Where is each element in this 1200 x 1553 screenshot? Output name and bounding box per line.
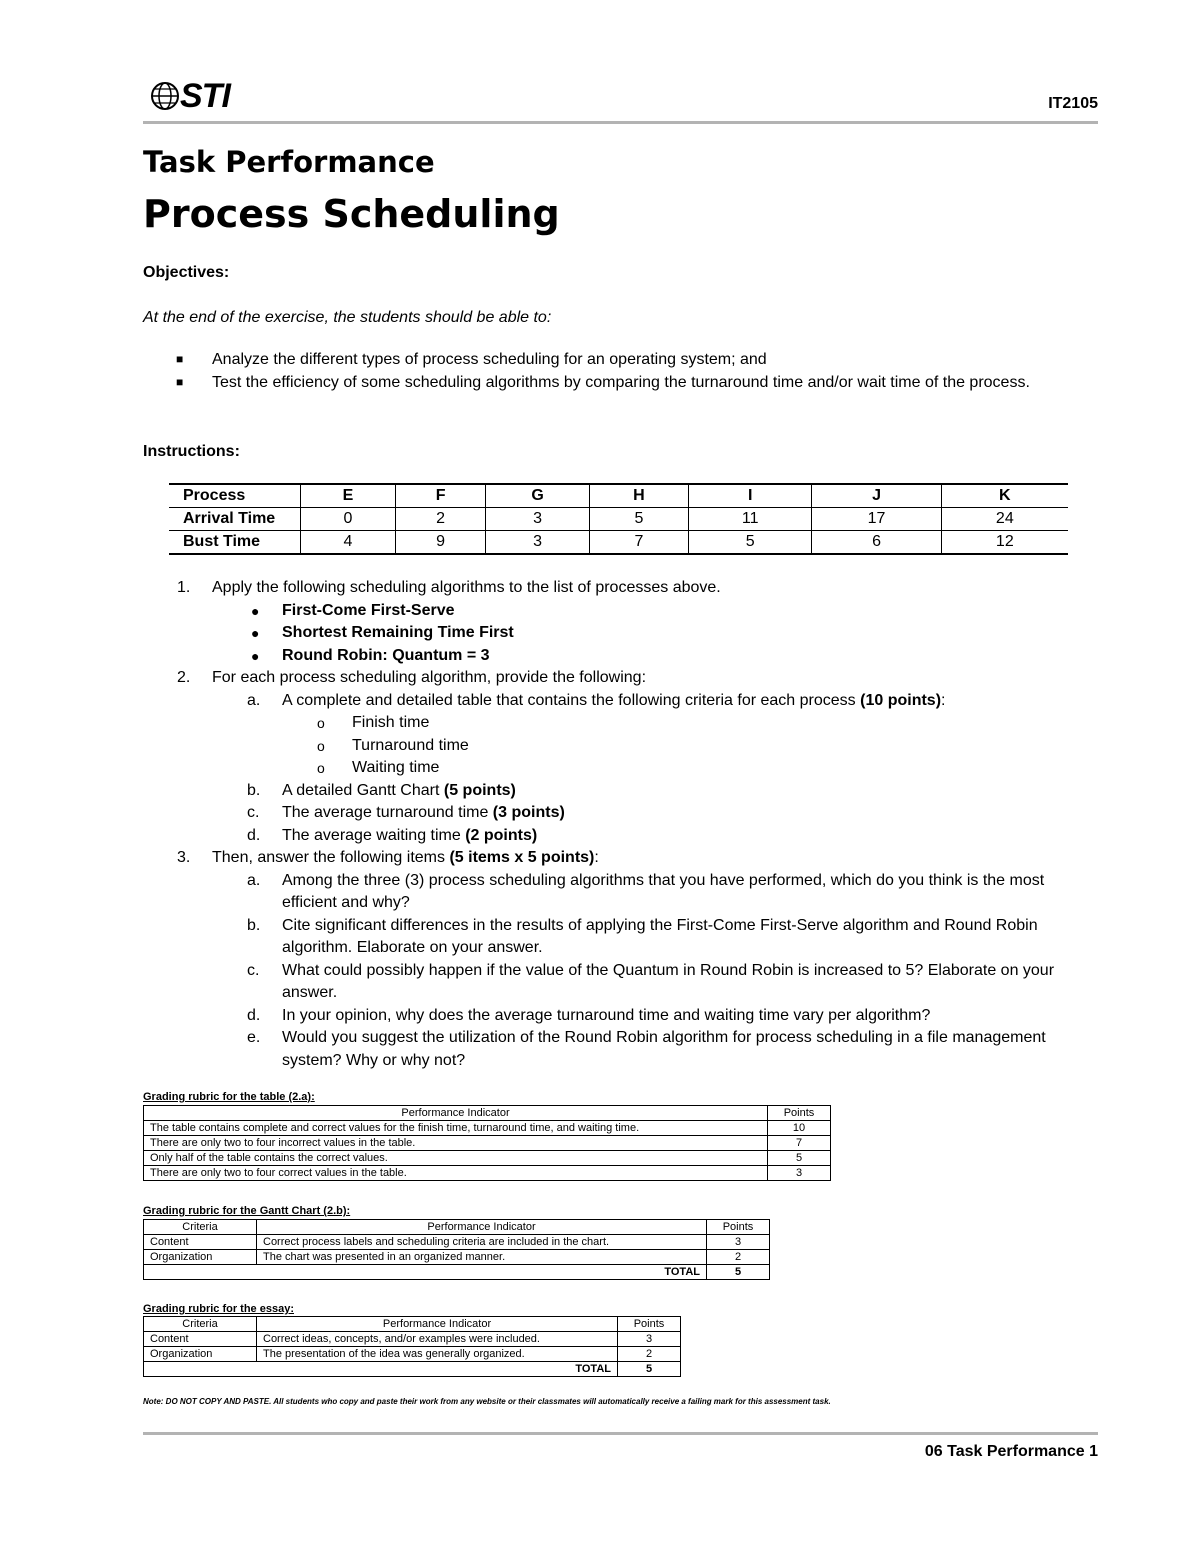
- algorithm-item: ● Round Robin: Quantum = 3: [143, 645, 1103, 668]
- criteria-item: o Finish time: [317, 714, 430, 731]
- table-row: Process E F G H I J K: [169, 484, 1068, 508]
- step-2: 2. For each process scheduling algorithm, provide the following:: [177, 669, 647, 686]
- round-bullet-icon: ●: [251, 625, 260, 641]
- doc-title: Process Scheduling: [143, 192, 560, 236]
- step-3: 3. Then, answer the following items (5 items x 5 points):: [177, 849, 599, 866]
- rubric-table: [143, 1105, 831, 1181]
- course-code: IT2105: [1048, 95, 1098, 112]
- header-rule: [143, 121, 1098, 124]
- table-row: Content Correct ideas, concepts, and/or examples were included. 3: [144, 1332, 681, 1347]
- rubric-gantt-title: Grading rubric for the Gantt Chart (2.b):: [143, 1205, 351, 1217]
- table-row: The table contains complete and correct values for the finish time, turnaround time, and waiting time. 10: [144, 1121, 831, 1136]
- rubric-table-title: Grading rubric for the table (2.a):: [143, 1091, 315, 1103]
- copy-paste-note: Note: DO NOT COPY AND PASTE. All students who copy and paste their work from any website or their classmates will automatically receive a failing mark for this assessment task.: [143, 1397, 831, 1406]
- objective-item: ■ Analyze the different types of process scheduling for an operating system; and: [143, 348, 1103, 371]
- objectives-label: Objectives:: [143, 264, 230, 281]
- algorithm-item: ● Shortest Remaining Time First: [143, 622, 1103, 645]
- question-item: e. Would you suggest the utilization of the Round Robin algorithm for process scheduling in a file management system? Why or why not?: [247, 1029, 1046, 1069]
- question-item: a. Among the three (3) process scheduling algorithms that you have performed, which do you think is the most efficient and why?: [247, 871, 1045, 911]
- table-row: Criteria Performance Indicator Points: [144, 1220, 770, 1235]
- instruction-steps: [143, 577, 1103, 1072]
- footer-label: 06 Task Performance 1: [924, 1443, 1098, 1460]
- rubric-essay-title: Grading rubric for the essay:: [143, 1303, 294, 1315]
- objectives-intro: At the end of the exercise, the students should be able to:: [143, 309, 552, 326]
- table-row: Performance Indicator Points: [144, 1106, 831, 1121]
- instructions-label: Instructions:: [143, 443, 240, 460]
- objective-item: ■ Test the efficiency of some scheduling algorithms by comparing the turnaround time and/or wait time of the process.: [143, 371, 1103, 394]
- round-bullet-icon: ●: [251, 647, 260, 664]
- table-row: There are only two to four incorrect values in the table. 7: [144, 1136, 831, 1151]
- globe-icon: [150, 81, 180, 111]
- algorithm-item: ● First-Come First-Serve: [143, 600, 1103, 623]
- question-item: b. Cite significant differences in the results of applying the First-Come First-Serve algorithm and Round Robin algorithm. Elaborate on your answer.: [247, 916, 1038, 956]
- table-row: There are only two to four correct values in the table. 3: [144, 1166, 831, 1181]
- table-row: TOTAL 5: [144, 1265, 770, 1280]
- step-1: 1. Apply the following scheduling algorithms to the list of processes above.: [177, 579, 721, 596]
- table-row: Arrival Time 0 2 3 5 11 17 24: [169, 508, 1068, 531]
- table-row: Content Correct process labels and scheduling criteria are included in the chart. 3: [144, 1235, 770, 1250]
- table-row: Bust Time 4 9 3 7 5 6 12: [169, 531, 1068, 555]
- table-row: Criteria Performance Indicator Points: [144, 1317, 681, 1332]
- table-row: Organization The presentation of the idea was generally organized. 2: [144, 1347, 681, 1362]
- table-row: TOTAL 5: [144, 1362, 681, 1377]
- criteria-item: o Turnaround time: [317, 736, 469, 754]
- step-2d: d. The average waiting time (2 points): [247, 826, 538, 844]
- logo-text: STI: [180, 76, 230, 115]
- square-bullet-icon: ■: [176, 375, 184, 389]
- step-2c: c. The average turnaround time (3 points): [247, 804, 565, 821]
- table-row: Organization The chart was presented in an organized manner. 2: [144, 1250, 770, 1265]
- objectives-list: [143, 348, 1103, 394]
- rubric-gantt-table: [143, 1219, 770, 1280]
- rubric-essay-table: [143, 1316, 681, 1377]
- square-bullet-icon: ■: [176, 352, 184, 366]
- table-row: Only half of the table contains the correct values. 5: [144, 1151, 831, 1166]
- doc-subtitle: Task Performance: [143, 145, 435, 179]
- step-2b: b. A detailed Gantt Chart (5 points): [247, 781, 516, 799]
- question-item: c. What could possibly happen if the value of the Quantum in Round Robin is increased to 5? Elaborate on your answer.: [247, 961, 1055, 1001]
- criteria-item: o Waiting time: [317, 759, 440, 776]
- question-item: d. In your opinion, why does the average turnaround time and waiting time vary per algorithm?: [247, 1006, 931, 1024]
- footer-rule: [143, 1432, 1098, 1435]
- round-bullet-icon: ●: [251, 602, 260, 619]
- step-2a: a. A complete and detailed table that contains the following criteria for each process (10 points):: [247, 691, 946, 709]
- process-table: [169, 483, 1068, 555]
- sti-logo: [150, 76, 240, 116]
